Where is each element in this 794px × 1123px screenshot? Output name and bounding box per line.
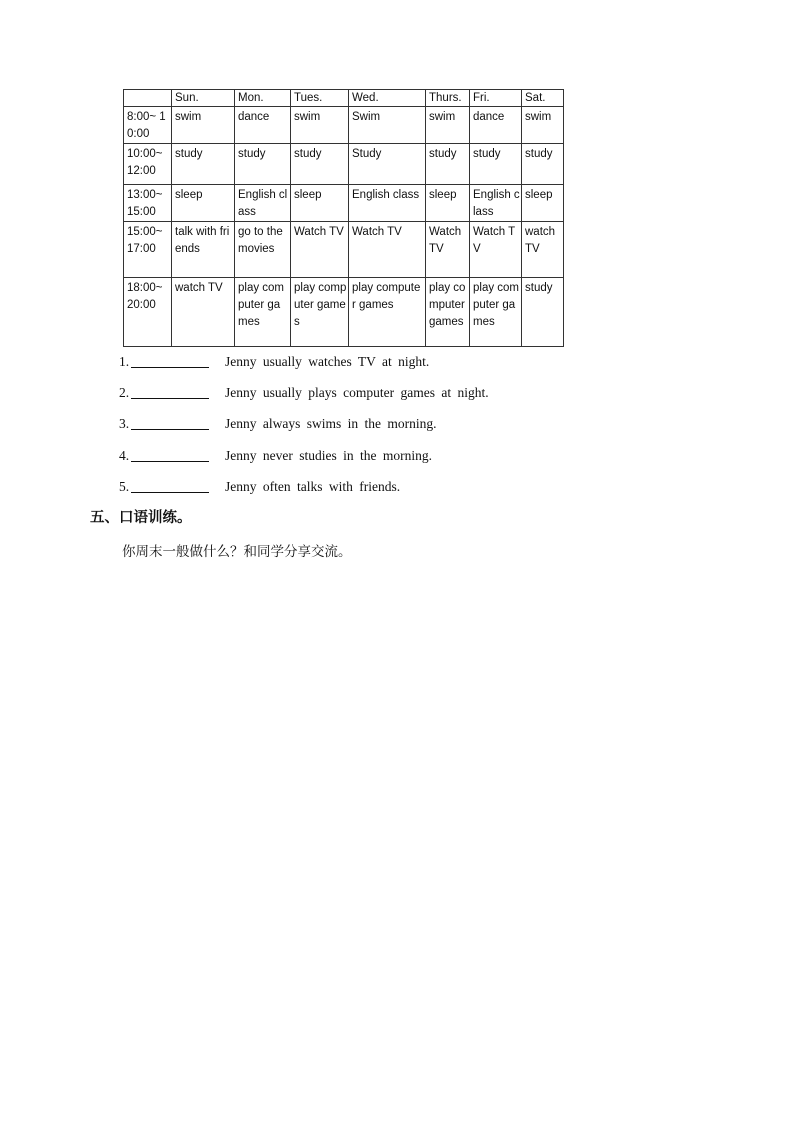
- table-cell: swim: [291, 107, 349, 144]
- table-cell: study: [470, 144, 522, 185]
- table-cell: study: [522, 144, 564, 185]
- header-cell: Fri.: [470, 90, 522, 107]
- time-cell: 13:00~ 15:00: [124, 185, 172, 222]
- header-cell: Sun.: [172, 90, 235, 107]
- header-cell: Sat.: [522, 90, 564, 107]
- schedule-table: [123, 89, 564, 347]
- time-cell: 18:00~ 20:00: [124, 278, 172, 347]
- table-cell: go to the movies: [235, 222, 291, 278]
- table-cell: English class: [235, 185, 291, 222]
- header-cell: Wed.: [349, 90, 426, 107]
- table-cell: Watch TV: [291, 222, 349, 278]
- question-number: 3.: [119, 416, 130, 432]
- question-item: [119, 352, 489, 383]
- question-number: 4.: [119, 447, 130, 463]
- table-row: [124, 107, 564, 144]
- table-cell: Swim: [349, 107, 426, 144]
- header-cell: Thurs.: [426, 90, 470, 107]
- table-cell: watch TV: [172, 278, 235, 347]
- time-cell: 15:00~ 17:00: [124, 222, 172, 278]
- table-cell: sleep: [426, 185, 470, 222]
- table-cell: play computer games: [235, 278, 291, 347]
- table-cell: Watch TV: [426, 222, 470, 278]
- section-instruction: 你周末一般做什么？和同学分享交流。: [122, 544, 352, 560]
- question-number: 1.: [119, 354, 130, 369]
- time-cell: 8:00~ 10:00: [124, 107, 172, 144]
- question-item: [119, 383, 489, 414]
- answer-blank[interactable]: [131, 446, 209, 462]
- table-cell: Watch TV: [349, 222, 426, 278]
- table-cell: study: [426, 144, 470, 185]
- table-cell: Watch TV: [470, 222, 522, 278]
- header-cell: Tues.: [291, 90, 349, 107]
- table-cell: study: [235, 144, 291, 185]
- table-row: [124, 278, 564, 347]
- table-cell: dance: [235, 107, 291, 144]
- table-cell: play computer games: [349, 278, 426, 347]
- table-cell: swim: [172, 107, 235, 144]
- table-cell: Study: [349, 144, 426, 185]
- table-cell: play computer games: [291, 278, 349, 347]
- question-text: Jenny never studies in the morning.: [225, 447, 432, 463]
- answer-blank[interactable]: [131, 414, 209, 430]
- table-cell: English class: [470, 185, 522, 222]
- question-number: 2.: [119, 385, 130, 401]
- answer-blank[interactable]: [131, 383, 209, 399]
- section-title: 五、口语训练。: [90, 510, 192, 526]
- question-text: Jenny usually watches TV at night.: [225, 354, 430, 369]
- header-cell: Mon.: [235, 90, 291, 107]
- true-false-questions: [119, 352, 489, 508]
- table-cell: talk with friends: [172, 222, 235, 278]
- question-text: Jenny often talks with friends.: [225, 478, 401, 494]
- table-cell: play computer games: [426, 278, 470, 347]
- table-cell: study: [172, 144, 235, 185]
- answer-blank[interactable]: [131, 477, 209, 493]
- table-cell: dance: [470, 107, 522, 144]
- question-number: 5.: [119, 478, 130, 494]
- question-text: Jenny usually plays computer games at night.: [225, 385, 489, 401]
- table-cell: watch TV: [522, 222, 564, 278]
- table-cell: swim: [426, 107, 470, 144]
- question-item: [119, 446, 489, 477]
- table-row: [124, 185, 564, 222]
- header-cell: [124, 90, 172, 107]
- table-cell: English class: [349, 185, 426, 222]
- table-cell: sleep: [172, 185, 235, 222]
- table-row: [124, 222, 564, 278]
- table-cell: play computer games: [470, 278, 522, 347]
- answer-blank[interactable]: [131, 352, 209, 368]
- question-item: [119, 477, 489, 508]
- time-cell: 10:00~ 12:00: [124, 144, 172, 185]
- question-text: Jenny always swims in the morning.: [225, 416, 437, 432]
- question-item: [119, 414, 489, 445]
- table-cell: study: [522, 278, 564, 347]
- table-cell: sleep: [291, 185, 349, 222]
- table-row: [124, 144, 564, 185]
- table-cell: sleep: [522, 185, 564, 222]
- table-header-row: [124, 90, 564, 107]
- table-cell: study: [291, 144, 349, 185]
- table-cell: swim: [522, 107, 564, 144]
